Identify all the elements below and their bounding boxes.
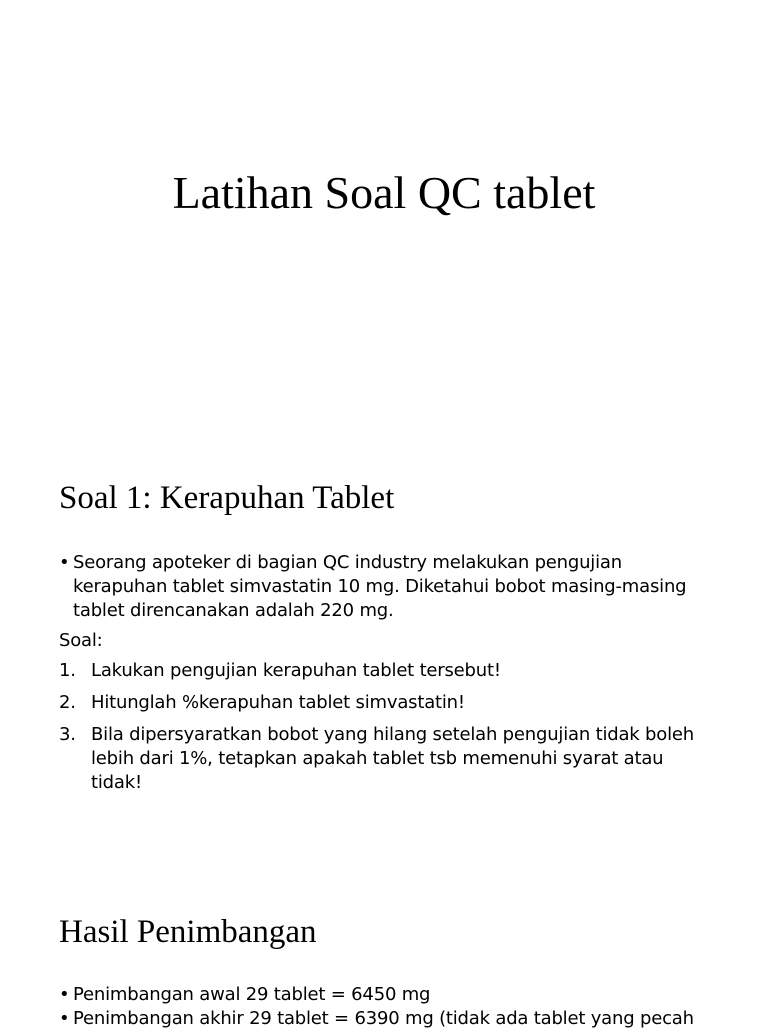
question-item (59, 659, 719, 683)
slide-heading: Soal 1: Kerapuhan Tablet (59, 480, 395, 516)
bullet-item: • Penimbangan akhir 29 tablet = 6390 mg (tidak ada tablet yang pecah (59, 1007, 719, 1031)
bullet-item: • Seorang apoteker di bagian QC industry melakukan pengujian kerapuhan tablet simvastatin 10 mg. Diketahui bobot masing-masing tablet direncanakan adalah 220 mg. (59, 551, 719, 623)
question-slide (0, 420, 768, 890)
question-item (59, 691, 719, 715)
question-text: Hitunglah %kerapuhan tablet simvastatin! (91, 692, 465, 713)
question-item (59, 723, 719, 795)
slide-heading: Hasil Penimbangan (59, 914, 317, 950)
title-slide (0, 0, 768, 420)
question-text: Bila dipersyaratkan bobot yang hilang setelah pengujian tidak boleh lebih dari 1%, tetapkan apakah tablet tsb memenuhi syarat atau tidak! (91, 724, 694, 793)
question-text: Lakukan pengujian kerapuhan tablet tersebut! (91, 660, 501, 681)
question-number: 3. (59, 724, 76, 745)
question-number: 1. (59, 660, 76, 681)
results-slide (0, 890, 768, 1029)
slide-body (59, 551, 719, 803)
bullet-item: • Penimbangan awal 29 tablet = 6450 mg (59, 983, 719, 1007)
presentation-title: Latihan Soal QC tablet (172, 167, 596, 218)
question-number: 2. (59, 692, 76, 713)
questions-label: Soal: (59, 630, 103, 651)
questions-list (59, 659, 719, 795)
